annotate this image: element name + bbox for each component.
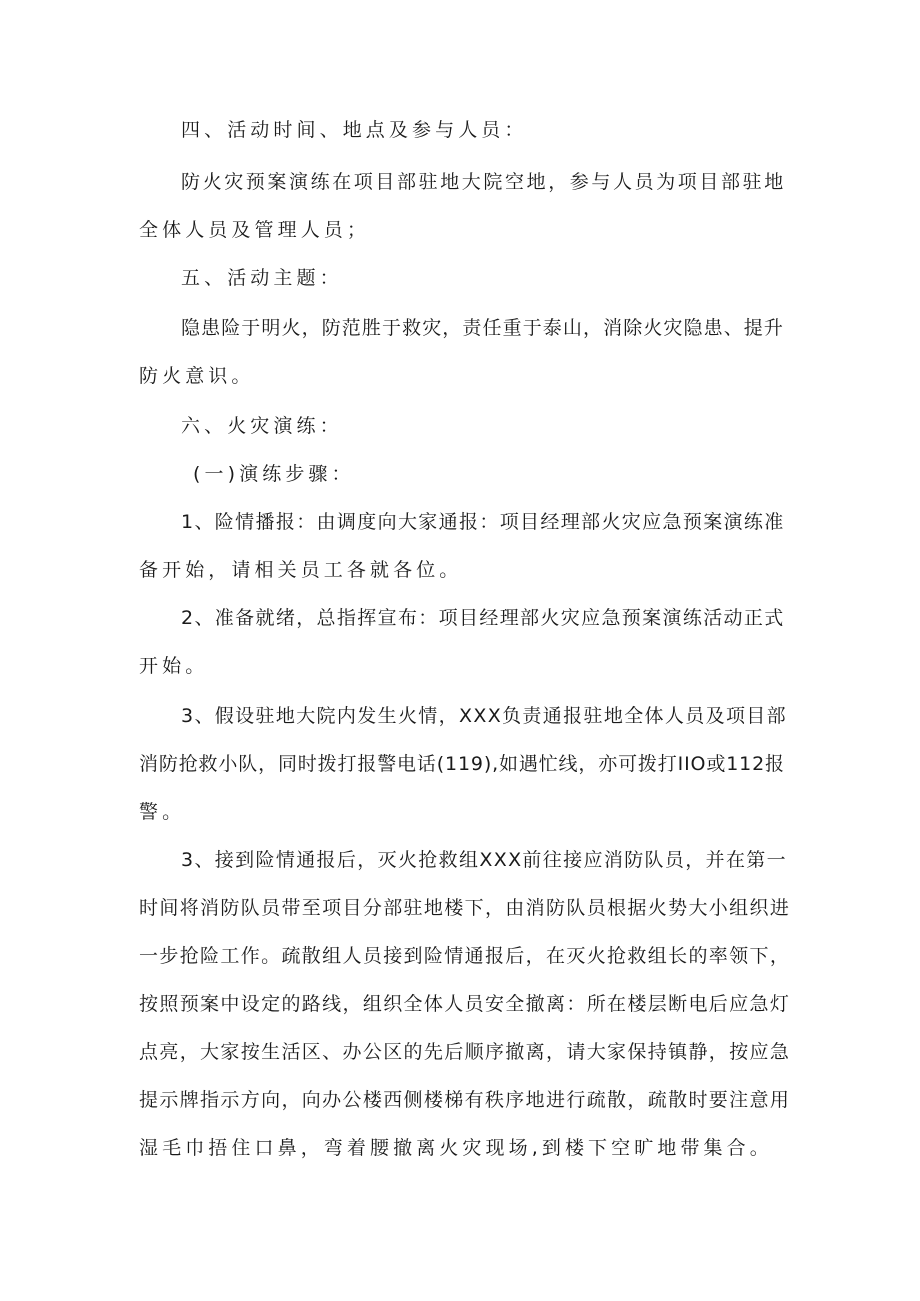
paragraph-line: 时间将消防队员带至项目分部驻地楼下，由消防队员根据火势大小组织进 bbox=[139, 897, 791, 919]
section-heading-6: 六、火灾演练： bbox=[181, 415, 343, 437]
paragraph-line: 点亮，大家按生活区、办公区的先后顺序撤离，请大家保持镇静，按应急 bbox=[139, 1041, 791, 1063]
section-heading-5: 五、活动主题： bbox=[181, 267, 343, 289]
paragraph-line: 开始。 bbox=[139, 655, 209, 677]
paragraph-line: 1、险情播报：由调度向大家通报：项目经理部火灾应急预案演练准 bbox=[181, 511, 785, 533]
paragraph-line: 提示牌指示方向，向办公楼西侧楼梯有秩序地进行疏散，疏散时要注意用 bbox=[139, 1089, 791, 1111]
paragraph-line: 备开始，请相关员工各就各位。 bbox=[139, 559, 463, 581]
subsection-heading-steps: (一)演练步骤： bbox=[193, 463, 355, 485]
paragraph-line: 全体人员及管理人员； bbox=[139, 219, 371, 241]
paragraph-line: 隐患险于明火，防范胜于救灾，责任重于泰山，消除火灾隐患、提升 bbox=[181, 317, 785, 339]
paragraph-line: 一步抢险工作。疏散组人员接到险情通报后，在灭火抢救组长的率领下， bbox=[139, 945, 791, 967]
paragraph-line: 消防抢救小队，同时拨打报警电话(119),如遇忙线，亦可拨打IIO或112报 bbox=[139, 753, 785, 775]
paragraph-line: 按照预案中设定的路线，组织全体人员安全撤离：所在楼层断电后应急灯 bbox=[139, 993, 791, 1015]
paragraph-line: 防火灾预案演练在项目部驻地大院空地，参与人员为项目部驻地 bbox=[181, 171, 786, 193]
paragraph-line: 警。 bbox=[139, 801, 186, 823]
paragraph-line: 防火意识。 bbox=[139, 365, 255, 387]
paragraph-line: 3、接到险情通报后，灭火抢救组XXX前往接应消防队员，并在第一 bbox=[181, 849, 787, 871]
paragraph-line: 2、准备就绪，总指挥宣布：项目经理部火灾应急预案演练活动正式 bbox=[181, 607, 785, 629]
paragraph-line: 3、假设驻地大院内发生火情，XXX负责通报驻地全体人员及项目部 bbox=[181, 705, 787, 727]
paragraph-line: 湿毛巾捂住口鼻，弯着腰撤离火灾现场,到楼下空旷地带集合。 bbox=[139, 1137, 773, 1159]
section-heading-4: 四、活动时间、地点及参与人员： bbox=[181, 119, 528, 141]
